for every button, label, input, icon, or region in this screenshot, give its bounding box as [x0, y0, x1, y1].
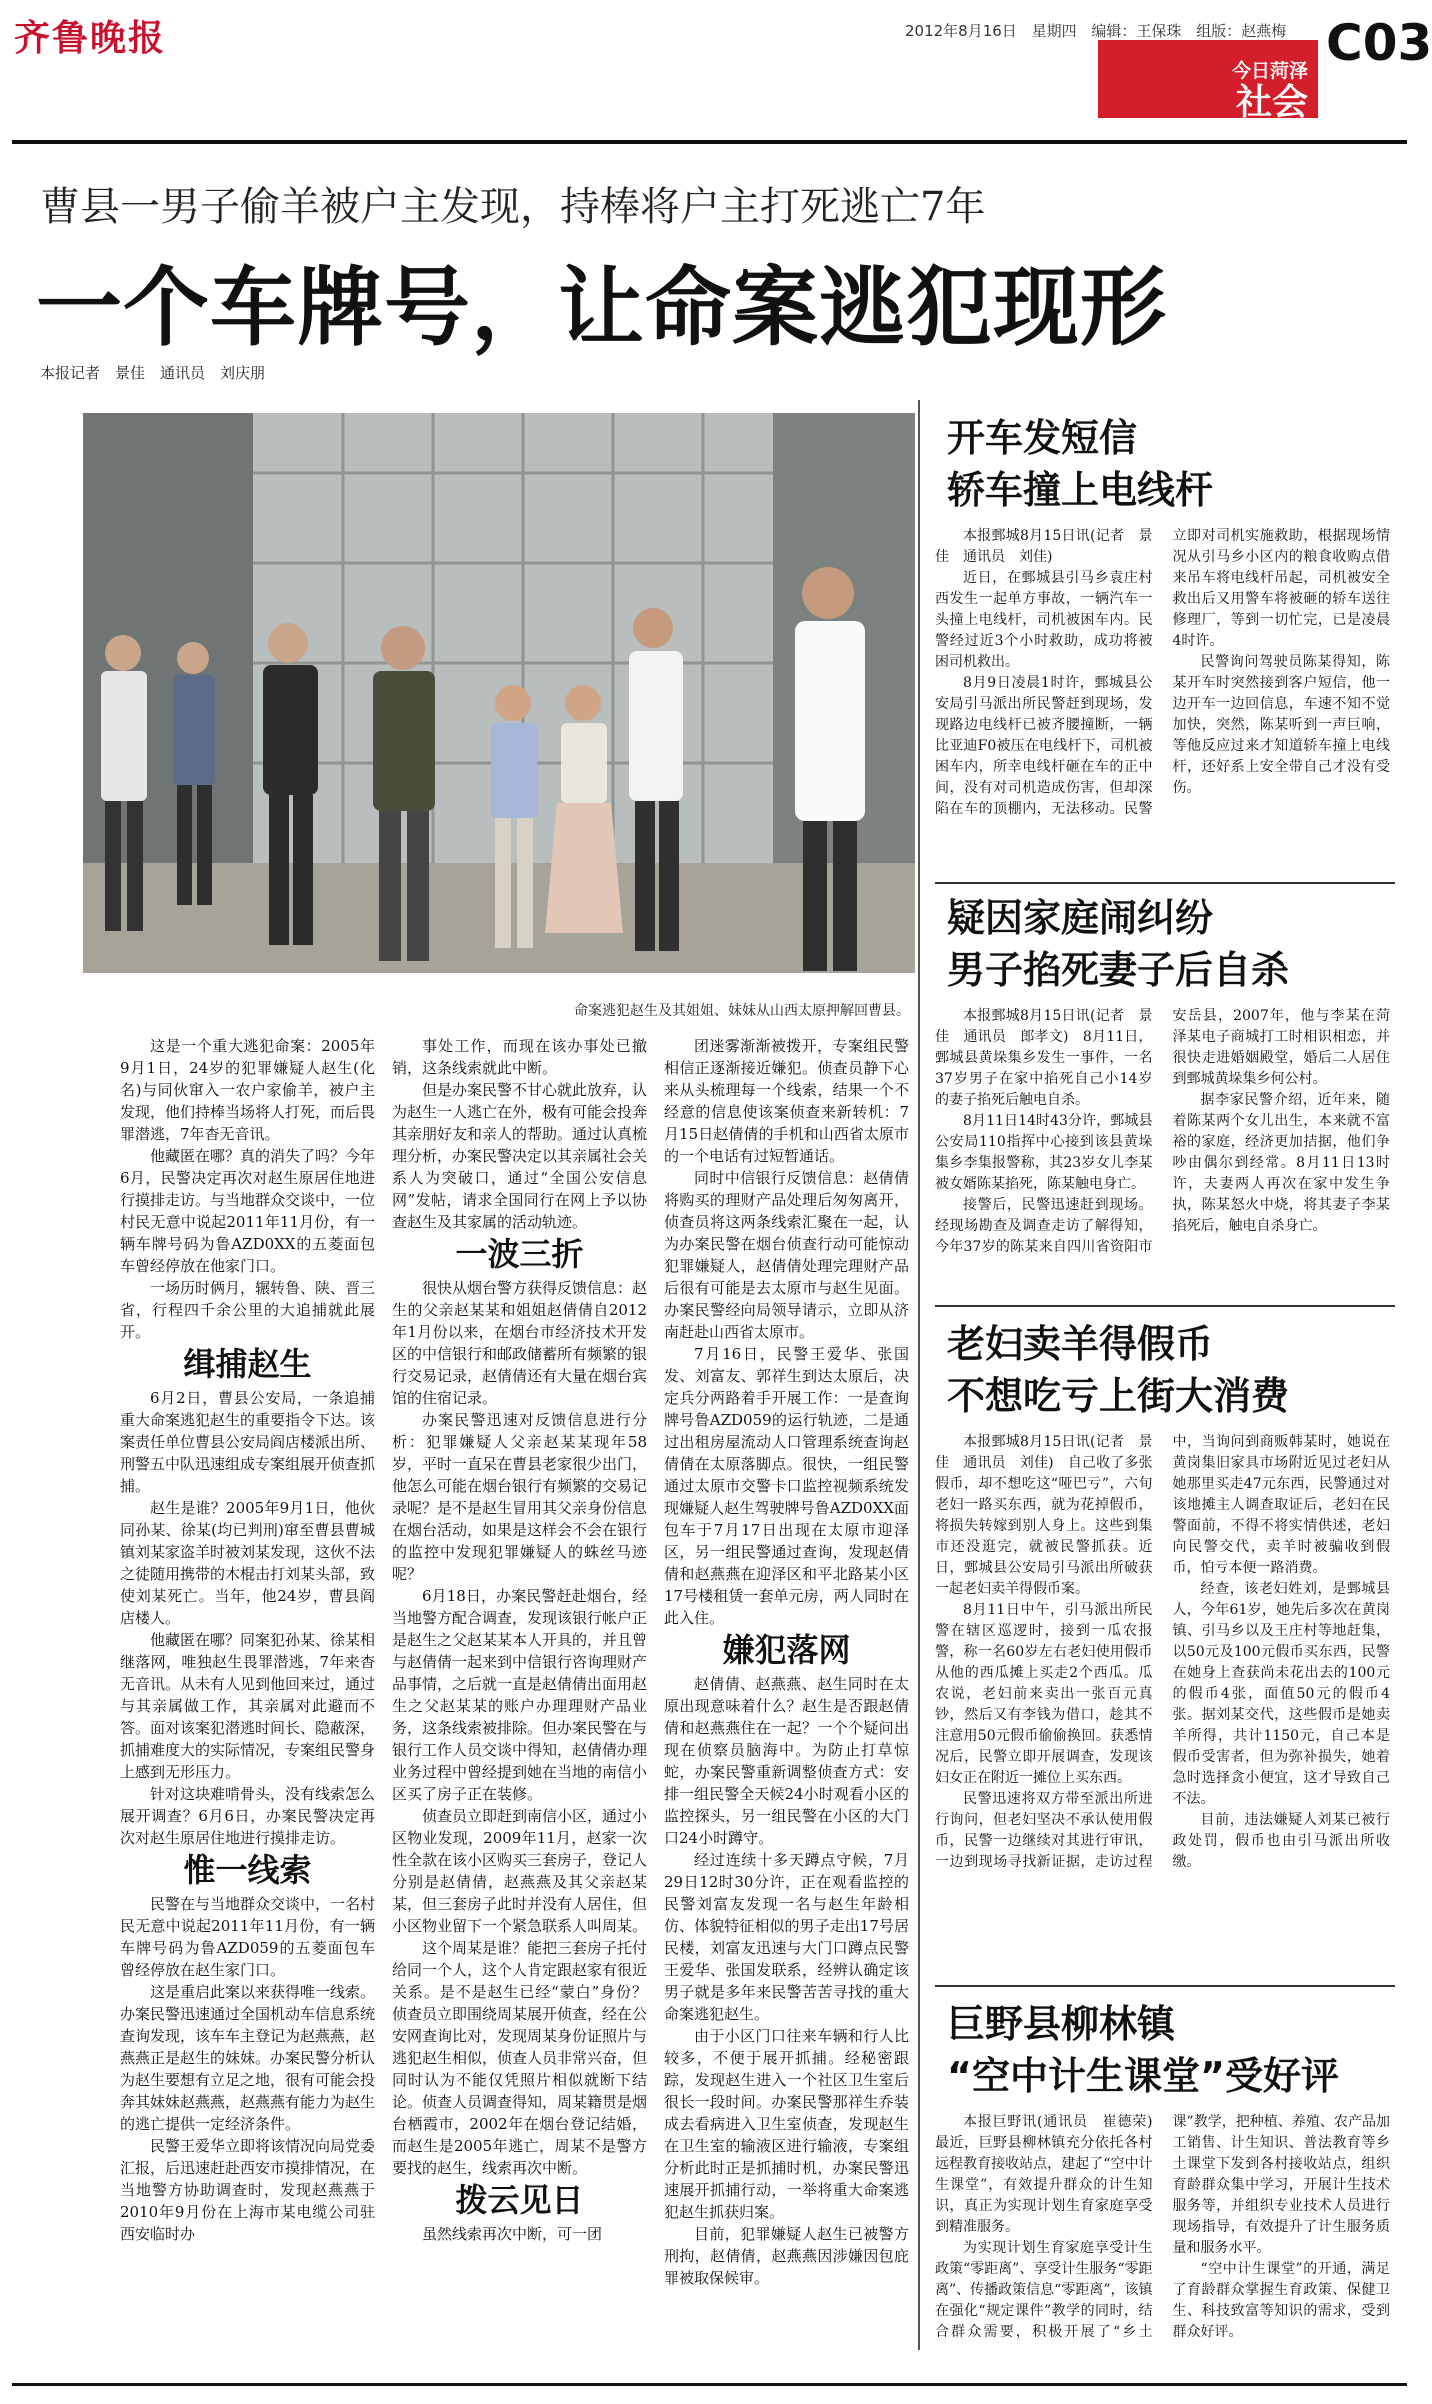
paragraph: 本报鄄城8月15日讯(记者 景佳 通讯员 刘佳) — [935, 528, 1153, 565]
issue-date: 2012年8月16日 — [905, 22, 1017, 40]
paragraph: 侦查员立即赶到南信小区，通过小区物业发现，2009年11月，赵家一次性全款在该小区购买三套房子，登记人分别是赵倩倩，赵燕燕及其父亲赵某某，但三套房子此时并没有人居住，但小区物业留下一个紧急联系人叫周某。 — [392, 1807, 648, 1935]
story-headline-line1: 巨野县柳林镇 — [947, 2002, 1176, 2046]
paragraph: 8月9日凌晨1时许，鄄城县公安局引马派出所民警赶到现场，发现路边电线杆已被齐腰撞断，一辆比亚迪F0被压在电线杆下，司机被困车内，所幸电线杆砸在车的正中间，没有对司机造成伤害，但却深陷在车的顶棚内，无法移动。民警立即对司机实施救助，根据现场情况从引马乡小区内的粮食收购点借来吊车将电线杆吊起，司机被安全救出后又用警车将被砸的轿车送往修理厂，等到一切忙完，已是凌晨4时许。 — [935, 528, 1390, 817]
paragraph: 他藏匿在哪？真的消失了吗？今年6月，民警决定再次对赵生原居住地进行摸排走访。与当地群众交谈中，一位村民无意中说起2011年11月份，有一辆车牌号码为鲁AZD0XX的五菱面包车曾经停放在他家门口。 — [120, 1147, 376, 1275]
paragraph: 赵生是谁？2005年9月1日，他伙同孙某、徐某(均已判刑)窜至曹县曹城镇刘某家盗羊时被刘某发现，这伙不法之徒随用携带的木棍击打刘某头部，致使刘某死亡。当年，他24岁，曹县阎店楼人。 — [120, 1499, 376, 1627]
bottom-divider — [12, 2383, 1407, 2386]
story-headline-line1: 疑因家庭闹纠纷 — [947, 896, 1214, 940]
subhead-capture: 缉捕赵生 — [183, 1345, 312, 1383]
paragraph: 虽然线索再次中断，可一团 — [422, 2225, 603, 2243]
section-banner — [1098, 40, 1318, 123]
paragraph: 办案民警迅速对反馈信息进行分析：犯罪嫌疑人父亲赵某某现年58岁，平时一直呆在曹县老家很少出门，他怎么可能在烟台银行有频繁的交易记录呢？是不是赵生冒用其父亲身份信息在烟台活动，如果是这样会不会在银行的监控中发现犯罪嫌疑人的蛛丝马迹呢？ — [392, 1411, 648, 1583]
photo-illustration — [83, 413, 915, 973]
page-number: C03 — [1326, 14, 1432, 72]
paragraph: 这个周某是谁？能把三套房子托付给同一个人，这个人肯定跟赵家有很近关系。是不是赵生已经“蒙白”身份？侦查员立即围绕周某展开侦查，经在公安网查询比对，发现周某身份证照片与逃犯赵生相似，侦查人员非常兴奋，但同时认为不能仅凭照片相似就断下结论。侦查人员调查得知，周某籍贯是烟台栖霞市，2002年在烟台登记结婚，而赵生是2005年逃亡，周某不是警方要找的赵生，线索再次中断。 — [392, 1939, 648, 2177]
article-byline: 本报记者 景佳 通讯员 刘庆朋 — [40, 364, 266, 382]
story-headline-line2: “空中计生课堂”受好评 — [947, 2054, 1339, 2098]
paragraph: 这是一个重大逃犯命案：2005年9月1日，24岁的犯罪嫌疑人赵生(化名)与同伙窜入一农户家偷羊，被户主发现，他们持棒当场将人打死，而后畏罪潜逃，7年杳无音讯。 — [120, 1037, 376, 1143]
subhead-clouds-clear: 拨云见日 — [455, 2181, 584, 2219]
story-headline-line2: 轿车撞上电线杆 — [947, 468, 1214, 512]
issue-meta — [905, 20, 1296, 41]
paragraph: 目前，违法嫌疑人刘某已被行政处罚，假币也由引马派出所收缴。 — [1172, 1812, 1390, 1870]
story-headline — [947, 412, 1390, 516]
paragraph: 民警在与当地群众交谈中，一名村民无意中说起2011年11月份，有一辆车牌号码为鲁AZD059的五菱面包车曾经停放在赵生家门口。 — [120, 1895, 376, 1979]
paragraph: 本报巨野讯(通讯员 崔德荣) 最近，巨野县柳林镇充分依托各村远程教育接收站点，建起了“空中计生课堂”，有效提升群众的计生知识，真正为实现计划生育家庭享受到精准服务。 — [935, 2114, 1167, 2235]
sidebar-divider — [935, 882, 1395, 884]
story-body — [935, 1006, 1390, 1258]
story-headline — [947, 1998, 1390, 2102]
paragraph: 民警询问驾驶员陈某得知，陈某开车时突然接到客户短信，他一边开车一边回信息，车速不知不觉加快，突然，陈某听到一声巨响，等他反应过来才知道轿车撞上电线杆，还好系上安全带自己才没有受伤。 — [1172, 654, 1390, 796]
subhead-twists: 一波三折 — [455, 1235, 584, 1273]
paragraph: 据李家民警介绍，近年来，随着陈某两个女儿出生，本来就不富裕的家庭，经济更加拮据，他们争吵由偶尔到经常。8月11日13时许，夫妻两人再次在家中发生争执，陈某怒火中烧，将其妻子李某掐死后，触电自杀身亡。 — [1172, 1092, 1390, 1234]
paragraph: 经过连续十多天蹲点守候，7月29日12时30分许，正在观看监控的民警刘富友发现一名与赵生年龄相仿、体貌特征相似的男子走出17号居民楼，刘富友迅速与大门口蹲点民警王爱华、张国发联系，经辨认确定该男子就是多年来民警苦苦寻找的重大命案逃犯赵生。 — [664, 1851, 909, 2023]
editor-credit: 编辑：王保珠 — [1091, 22, 1182, 40]
news-photo — [83, 413, 915, 973]
paragraph: 接警后，民警迅速赶到现场。经现场勘查及调查走访了解得知，今年37岁的陈某来自四川省资阳市安岳县，2007年，他与李某在菏泽某电子商城打工时相识相恋，并很快走进婚姻殿堂，婚后二人居住到鄄城黄垛集乡何公村。 — [935, 1008, 1390, 1255]
article-kicker: 曹县一男子偷羊被户主发现，持棒将户主打死逃亡7年 — [40, 184, 986, 230]
story-headline-line1: 开车发短信 — [947, 416, 1138, 460]
paragraph: 8月11日中午，引马派出所民警在辖区巡逻时，接到一瓜农报警，称一名60岁左右老妇使用假币从他的西瓜摊上买走2个西瓜。瓜农说，老妇前来卖出一张百元真钞，然后又有李钱为借口，趁其不注意用50元假币偷偷换回。获悉情况后，民警立即开展调查，发现该妇女正在附近一摊位上买东西。 — [935, 1602, 1153, 1786]
paragraph: 但是办案民警不甘心就此放弃，认为赵生一人逃亡在外，极有可能会投奔其亲朋好友和亲人的帮助。通过认真梳理分析，办案民警决定以其亲属社会关系人为突破口，通过“全国公安信息网”发帖，请求全国同行在网上予以协查赵生及其家属的活动轨迹。 — [392, 1081, 648, 1231]
issue-weekday: 星期四 — [1031, 22, 1077, 40]
paragraph: 这是重启此案以来获得唯一线索。办案民警迅速通过全国机动车信息系统查询发现，该车车主登记为赵燕燕，赵燕燕正是赵生的妹妹。办案民警分析认为赵生要想有立足之地，很有可能会投奔其妹妹赵燕燕，赵燕燕有能力为赵生的逃亡提供一定经济条件。 — [120, 1983, 376, 2133]
sub-section-label: 今日菏泽 — [1231, 60, 1308, 82]
paragraph: 本报鄄城8月15日讯(记者 景佳 通讯员 刘佳) 自己收了多张假币，却不想吃这“哑巴亏”，六旬老妇一路买东西，就为花掉假币，将损失转嫁到别人身上。这些到集市还没逛完，就被民警抓获。近日，鄄城县公安局引马派出所破获一起老妇卖羊得假币案。 — [935, 1434, 1153, 1597]
paragraph: 目前，犯罪嫌疑人赵生已被警方刑拘，赵倩倩，赵燕燕因涉嫌因包庇罪被取保候审。 — [664, 2225, 909, 2287]
paragraph: 同时中信银行反馈信息：赵倩倩将购买的理财产品处理后匆匆离开，侦查员将这两条线索汇聚在一起，认为办案民警在烟台侦查行动可能惊动犯罪嫌疑人，赵倩倩处理完理财产品后很有可能是去太原市与赵生见面。办案民警经向局领导请示，立即从济南赶赴山西省太原市。 — [664, 1169, 909, 1341]
paragraph: 团迷雾渐渐被拨开，专案组民警相信正逐渐接近嫌犯。侦查员静下心来从头梳理每一个线索，结果一个不经意的信息使该案侦查来新转机：7月15日赵倩倩的手机和山西省太原市的一个电话有过短暂通话。 — [664, 1037, 909, 1165]
sidebar-story-3 — [935, 1318, 1390, 1978]
story-body — [935, 526, 1390, 820]
paragraph: 近日，在鄄城县引马乡袁庄村西发生一起单方事故，一辆汽车一头撞上电线杆，司机被困车内。民警经过近3个小时救助，成功将被困司机救出。 — [935, 570, 1153, 670]
story-headline — [947, 892, 1390, 996]
sidebar-story-2 — [935, 892, 1390, 1300]
story-body — [935, 1432, 1390, 1873]
paragraph: 事处工作，而现在该办事处已撤销，这条线索就此中断。 — [392, 1037, 647, 1077]
sidebar-story-1 — [935, 412, 1390, 882]
paragraph: 6月18日，办案民警赶赴烟台，经当地警方配合调查，发现该银行帐户正是赵生之父赵某某本人开具的，并且曾与赵倩倩一起来到中信银行咨询理财产品事情，之后就一直是赵倩倩出面用赵生之父赵某某的账户办理理财产品业务，这条线索被排除。但办案民警在与银行工作人员交谈中得知，赵倩倩办理业务过程中曾经提到她在当地的南信小区买了房子正在装修。 — [392, 1587, 648, 1803]
paragraph: 一场历时俩月，辗转鲁、陕、晋三省，行程四千余公里的大追捕就此展开。 — [120, 1279, 376, 1341]
paragraph: 经查，该老妇姓刘，是鄄城县人，今年61岁，她先后多次在黄岗镇、引马乡以及王庄村等地赶集，以50元及100元假币买东西，民警在她身上查获尚未花出去的100元的假币4张，面值50元的假币4张。据刘某交代，这些假币是她卖羊所得，共计1150元，自己本是假币受害者，但为弥补损失，她着急时选择贪小便宜，这才导致自己不法。 — [1172, 1581, 1390, 1807]
story-headline-line2: 男子掐死妻子后自杀 — [947, 948, 1290, 992]
story-headline — [947, 1318, 1390, 1422]
paragraph: “空中计生课堂”的开通，满足了育龄群众掌握生育政策、保健卫生、科技致富等知识的需求，受到群众好评。 — [1172, 2261, 1390, 2340]
paragraph: 为实现计划生育家庭享受计生政策“零距离”、享受计生服务“零距离”、传播政策信息“零距离”，该镇在强化“规定课件”教学的同时，结合群众需要，积极开展了“乡土课”教学，把种植、养殖、农产品加工销售、计生知识、普法教育等乡土课堂下发到各村接收站点，组织育龄群众集中学习，开展计生技术服务等，并组织专业技术人员进行现场指导，有效提升了计生服务质量和服务水平。 — [935, 2114, 1390, 2340]
paragraph: 他藏匿在哪？同案犯孙某、徐某相继落网，唯独赵生畏罪潜逃，7年来杳无音讯。从未有人见到他回来过，通过与其亲属做工作，其亲属对此避而不答。面对该案犯潜逃时间长、隐蔽深，抓捕难度大的实际情况，专案组民警身上感到无形压力。 — [120, 1631, 376, 1781]
article-column-3 — [664, 1035, 909, 2289]
article-headline: 一个车牌号，让命案逃犯现形 — [36, 257, 1167, 358]
paragraph: 针对这块难啃骨头，没有线索怎么展开调查？6月6日，办案民警决定再次对赵生原居住地进行摸排走访。 — [120, 1785, 376, 1847]
sidebar-divider — [935, 1985, 1395, 1987]
article-column-2 — [392, 1035, 647, 2245]
sidebar-story-4 — [935, 1998, 1390, 2376]
story-headline-line1: 老妇卖羊得假币 — [947, 1322, 1214, 1366]
paragraph: 6月2日，曹县公安局，一条追捕重大命案逃犯赵生的重要指令下达。该案责任单位曹县公安局阎店楼派出所、刑警五中队迅速组成专案组展开侦查抓捕。 — [120, 1389, 376, 1495]
paragraph: 民警迅速将双方带至派出所进行询问，但老妇坚决不承认使用假币，民警一边继续对其进行审讯，一边到现场寻找新证据，走访过程中，当询问到商贩韩某时，她说在黄岗集旧家具市场附近见过老妇从她那里买走47元东西，民警通过对该地摊主人调查取证后，老妇在民警面前，不得不将实情供述，老妇向民警交代，卖羊时被骗收到假币，怕亏本便一路消费。 — [935, 1434, 1390, 1870]
paragraph: 8月11日14时43分许，鄄城县公安局110指挥中心接到该县黄垛集乡李集报警称，其23岁女儿李某被女婿陈某掐死，陈某触电身亡。 — [935, 1113, 1153, 1192]
paragraph: 很快从烟台警方获得反馈信息：赵生的父亲赵某某和姐姐赵倩倩自2012年1月份以来，在烟台市经济技术开发区的中信银行和邮政储蓄所有频繁的银行交易记录，赵倩倩还有大量在烟台宾馆的住宿记录。 — [392, 1279, 648, 1407]
story-body — [935, 2112, 1390, 2343]
subhead-arrested: 嫌犯落网 — [722, 1631, 851, 1669]
masthead — [0, 0, 1432, 125]
designer-credit: 组版：赵燕梅 — [1196, 22, 1287, 40]
paragraph: 本报鄄城8月15日讯(记者 景佳 通讯员 郎孝文) 8月11日，鄄城县黄垛集乡发生一事件，一名37岁男子在家中掐死自己小14岁的妻子掐死后触电自杀。 — [935, 1008, 1153, 1108]
paragraph: 民警王爱华立即将该情况向局党委汇报，后迅速赶赴西安市摸排情况，在当地警方协助调查时，发现赵燕燕于2010年9月份在上海市某电缆公司驻西安临时办 — [120, 2137, 376, 2243]
section-label: 社会 — [1235, 82, 1308, 123]
paragraph: 7月16日，民警王爱华、张国发、刘富友、郭祥生到达太原后，决定兵分两路着手开展工作：一是查询牌号鲁AZD059的运行轨迹，二是通过出租房屋流动人口管理系统查询赵倩倩在太原落脚点。很快，一组民警通过太原市交警卡口监控视频系统发现嫌疑人赵生驾驶牌号鲁AZD0XX面包车于7月17日出现在太原市迎泽区，另一组民警通过查询，发现赵倩倩和赵燕燕在迎泽区和平北路某小区17号楼租赁一套单元房，两人同时在此入住。 — [664, 1345, 909, 1627]
column-divider — [918, 400, 920, 2350]
story-headline-line2: 不想吃亏上街大消费 — [947, 1374, 1290, 1418]
photo-caption: 命案逃犯赵生及其姐姐、妹妹从山西太原押解回曹县。 — [574, 1003, 910, 1019]
paragraph: 赵倩倩、赵燕燕、赵生同时在太原出现意味着什么？赵生是否跟赵倩倩和赵燕燕住在一起？一个个疑问出现在侦察员脑海中。为防止打草惊蛇，办案民警重新调整侦查方式：安排一组民警全天候24小时观看小区的监控探头，另一组民警在小区的大门口24小时蹲守。 — [664, 1675, 909, 1847]
article-column-1 — [120, 1035, 375, 2245]
top-divider — [12, 140, 1407, 144]
paragraph: 由于小区门口往来车辆和行人比较多，不便于展开抓捕。经秘密跟踪，发现赵生进入一个社区卫生室后很长一段时间。办案民警那祥生乔装成去看病进入卫生室侦查，发现赵生在卫生室的输液区进行输液，专案组分析此时正是抓捕时机，办案民警迅速展开抓捕行动，一举将重大命案逃犯赵生抓获归案。 — [664, 2027, 909, 2221]
newspaper-logo: 齐鲁晚报 — [14, 17, 167, 59]
sidebar-divider — [935, 1305, 1395, 1307]
subhead-only-clue: 惟一线索 — [183, 1851, 312, 1889]
